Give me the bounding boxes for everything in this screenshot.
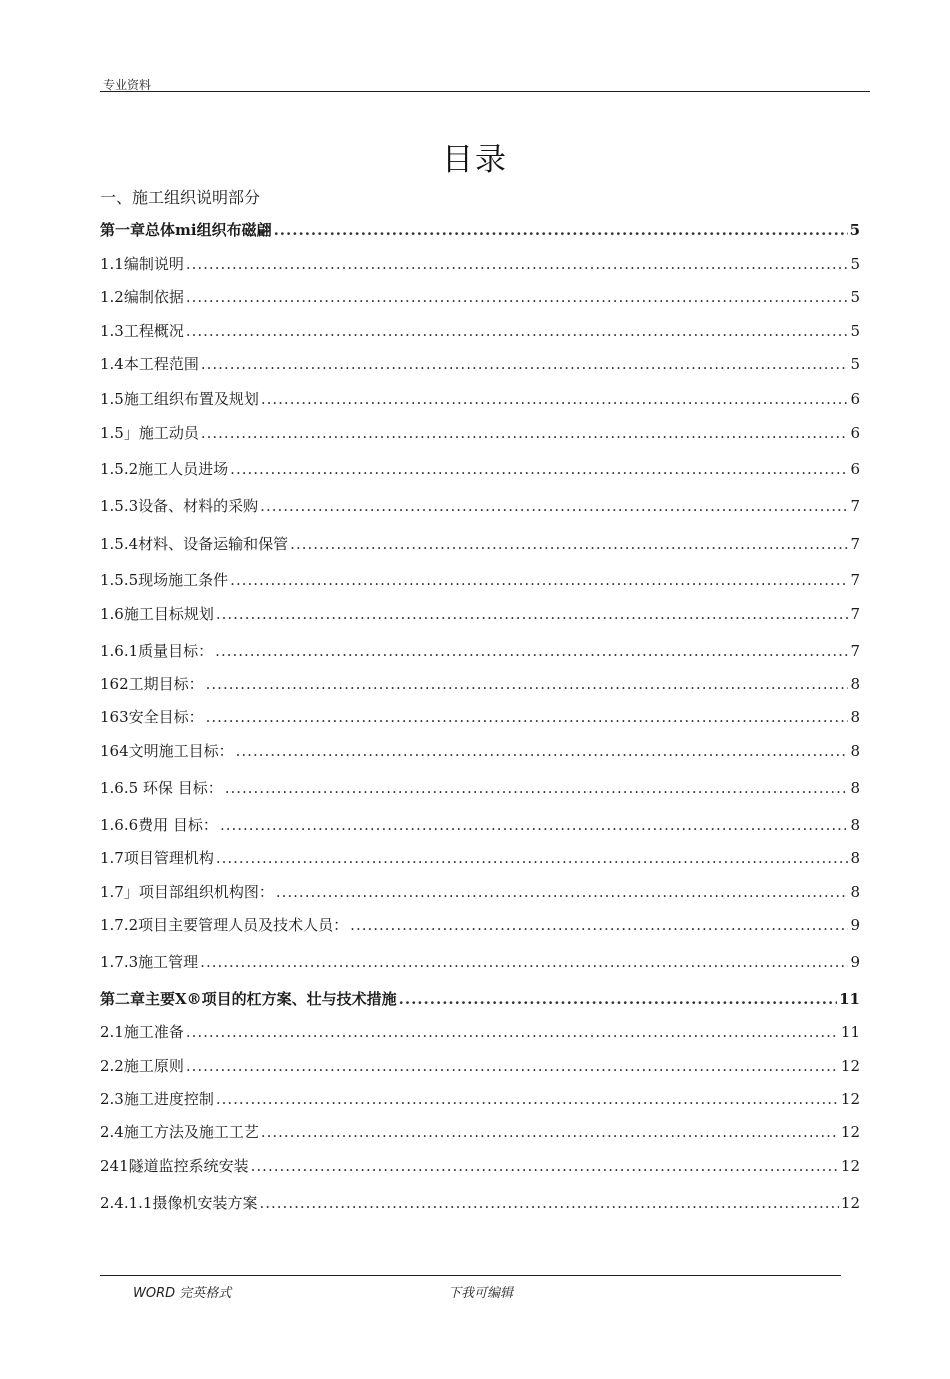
footer-left-text: WORD 完英格式 — [133, 1286, 232, 1301]
footer-divider — [100, 1275, 841, 1276]
toc-entry[interactable] — [100, 1156, 860, 1176]
toc-entry-label: 1.5施工组织布置及规划 — [100, 390, 259, 408]
toc-entry-label: 1.7.3施工管理 — [100, 953, 199, 971]
toc-entry-page: 12 — [840, 1157, 860, 1175]
toc-entry[interactable] — [100, 882, 860, 902]
toc-entry-page: 8 — [850, 816, 860, 834]
toc-entry-page: 5 — [850, 322, 860, 340]
toc-entry[interactable] — [100, 707, 860, 727]
toc-entry-label: 第一章总体mi组织布磁翩 — [100, 221, 272, 239]
toc-leader-dots — [274, 220, 848, 240]
toc-entry-label: 1.6施工目标规划 — [100, 605, 214, 623]
toc-leader-dots — [260, 496, 848, 516]
toc-entry-page: 8 — [850, 708, 860, 726]
toc-entry[interactable] — [100, 778, 860, 798]
toc-entry-page: 7 — [850, 535, 860, 553]
toc-entry[interactable] — [100, 354, 860, 374]
toc-leader-dots — [206, 674, 848, 694]
toc-leader-dots — [216, 1089, 839, 1109]
toc-leader-dots — [186, 1056, 839, 1076]
toc-entry-page: 8 — [850, 779, 860, 797]
toc-entry-page: 5 — [850, 255, 860, 273]
toc-entry[interactable] — [100, 1122, 860, 1142]
toc-entry[interactable] — [100, 674, 860, 694]
toc-leader-dots — [290, 534, 848, 554]
toc-entry-label: 241隧道监控系统安装 — [100, 1157, 249, 1175]
toc-leader-dots — [225, 778, 848, 798]
toc-leader-dots — [215, 641, 848, 661]
toc-entry[interactable] — [100, 534, 860, 554]
page-header: 专业资料 — [103, 78, 152, 92]
toc-entry-label: 1.6.5 环保 目标： — [100, 779, 223, 797]
toc-entry[interactable] — [100, 952, 860, 972]
toc-entry-page: 8 — [850, 883, 860, 901]
toc-leader-dots — [220, 815, 848, 835]
toc-entry[interactable] — [100, 1089, 860, 1109]
toc-entry-label: 163安全目标： — [100, 708, 204, 726]
footer-middle-text: 下我可编辑 — [448, 1286, 514, 1301]
toc-leader-dots — [399, 989, 837, 1009]
toc-entry-page: 6 — [850, 390, 860, 408]
toc-entry-page: 11 — [840, 1023, 860, 1041]
toc-entry-label: 1.5.2施工人员进场 — [100, 460, 229, 478]
toc-entry[interactable] — [100, 641, 860, 661]
toc-entry-label: 1.3工程概况 — [100, 322, 184, 340]
toc-entry-page: 9 — [850, 953, 860, 971]
toc-entry-page: 8 — [850, 742, 860, 760]
toc-entry-label: 2.4施工方法及施工工艺 — [100, 1123, 259, 1141]
toc-entry-label: 1.6.1质量目标： — [100, 642, 214, 660]
header-divider — [100, 91, 870, 92]
toc-leader-dots — [216, 848, 848, 868]
toc-leader-dots — [186, 1022, 839, 1042]
toc-entry-page: 12 — [840, 1090, 860, 1108]
toc-entry-label: 1.7.2项目主要管理人员及技术人员： — [100, 916, 349, 934]
toc-leader-dots — [236, 741, 848, 761]
page-title: 目录 — [442, 142, 508, 178]
toc-entry[interactable] — [100, 604, 860, 624]
toc-entry-page: 8 — [850, 849, 860, 867]
toc-entry-label: 1.7」项目部组织机构图： — [100, 883, 274, 901]
toc-entry-label: 1.5.4材料、设备运输和保管 — [100, 535, 289, 553]
toc-entry-page: 12 — [840, 1194, 860, 1212]
toc-entry-label: 1.6.6费用 目标： — [100, 816, 218, 834]
toc-leader-dots — [200, 952, 848, 972]
toc-entry-page: 5 — [850, 288, 860, 306]
section-heading: 一、施工组织说明部分 — [100, 188, 261, 207]
toc-entry-label: 1.1编制说明 — [100, 255, 184, 273]
toc-entry-page: 7 — [850, 605, 860, 623]
toc-leader-dots — [230, 459, 848, 479]
toc-leader-dots — [186, 254, 848, 274]
toc-entry[interactable] — [100, 1022, 860, 1042]
toc-entry[interactable] — [100, 389, 860, 409]
toc-entry-page: 12 — [840, 1123, 860, 1141]
toc-leader-dots — [276, 882, 848, 902]
toc-entry-label: 1.4本工程范围 — [100, 355, 199, 373]
toc-entry[interactable] — [100, 459, 860, 479]
toc-entry[interactable] — [100, 1193, 860, 1213]
toc-entry-page: 9 — [850, 916, 860, 934]
toc-entry[interactable] — [100, 815, 860, 835]
toc-entry-page: 6 — [850, 424, 860, 442]
toc-entry-label: 1.7项目管理机构 — [100, 849, 214, 867]
toc-leader-dots — [350, 915, 848, 935]
toc-entry-label: 第二章主要X®项目的杠方案、壮与技术措施 — [100, 990, 397, 1008]
toc-entry[interactable] — [100, 915, 860, 935]
toc-entry-label: 1.5.3设备、材料的采购 — [100, 497, 259, 515]
toc-leader-dots — [186, 321, 848, 341]
toc-entry-label: 162工期目标： — [100, 675, 204, 693]
toc-entry-page: 5 — [849, 221, 860, 239]
toc-leader-dots — [259, 1193, 838, 1213]
toc-entry[interactable] — [100, 287, 860, 307]
toc-entry[interactable] — [100, 496, 860, 516]
toc-entry-label: 164文明施工目标： — [100, 742, 234, 760]
toc-entry[interactable] — [100, 423, 860, 443]
toc-leader-dots — [206, 707, 848, 727]
toc-leader-dots — [201, 354, 848, 374]
toc-leader-dots — [186, 287, 848, 307]
toc-entry-page: 7 — [850, 497, 860, 515]
toc-entry-page: 8 — [850, 675, 860, 693]
toc-entry[interactable] — [100, 570, 860, 590]
toc-leader-dots — [261, 1122, 839, 1142]
toc-entry[interactable] — [100, 254, 860, 274]
toc-leader-dots — [251, 1156, 839, 1176]
toc-entry[interactable] — [100, 989, 860, 1009]
toc-entry-label: 1.5.5现场施工条件 — [100, 571, 229, 589]
toc-entry-label: 1.5」施工动员 — [100, 424, 199, 442]
toc-entry-label: 2.1施工准备 — [100, 1023, 184, 1041]
toc-leader-dots — [230, 570, 848, 590]
toc-entry-page: 11 — [839, 990, 860, 1008]
toc-entry-label: 2.4.1.1摄像机安装方案 — [100, 1194, 258, 1212]
toc-entry-page: 5 — [850, 355, 860, 373]
toc-leader-dots — [216, 604, 848, 624]
toc-entry[interactable] — [100, 848, 860, 868]
toc-leader-dots — [201, 423, 848, 443]
toc-entry-label: 2.3施工进度控制 — [100, 1090, 214, 1108]
toc-entry-page: 7 — [850, 571, 860, 589]
toc-entry-label: 1.2编制依据 — [100, 288, 184, 306]
toc-entry[interactable] — [100, 321, 860, 341]
toc-entry[interactable] — [100, 220, 860, 240]
toc-entry-page: 6 — [850, 460, 860, 478]
toc-entry-page: 12 — [840, 1057, 860, 1075]
toc-entry[interactable] — [100, 741, 860, 761]
toc-entry-label: 2.2施工原则 — [100, 1057, 184, 1075]
toc-leader-dots — [261, 389, 848, 409]
toc-entry[interactable] — [100, 1056, 860, 1076]
toc-entry-page: 7 — [850, 642, 860, 660]
